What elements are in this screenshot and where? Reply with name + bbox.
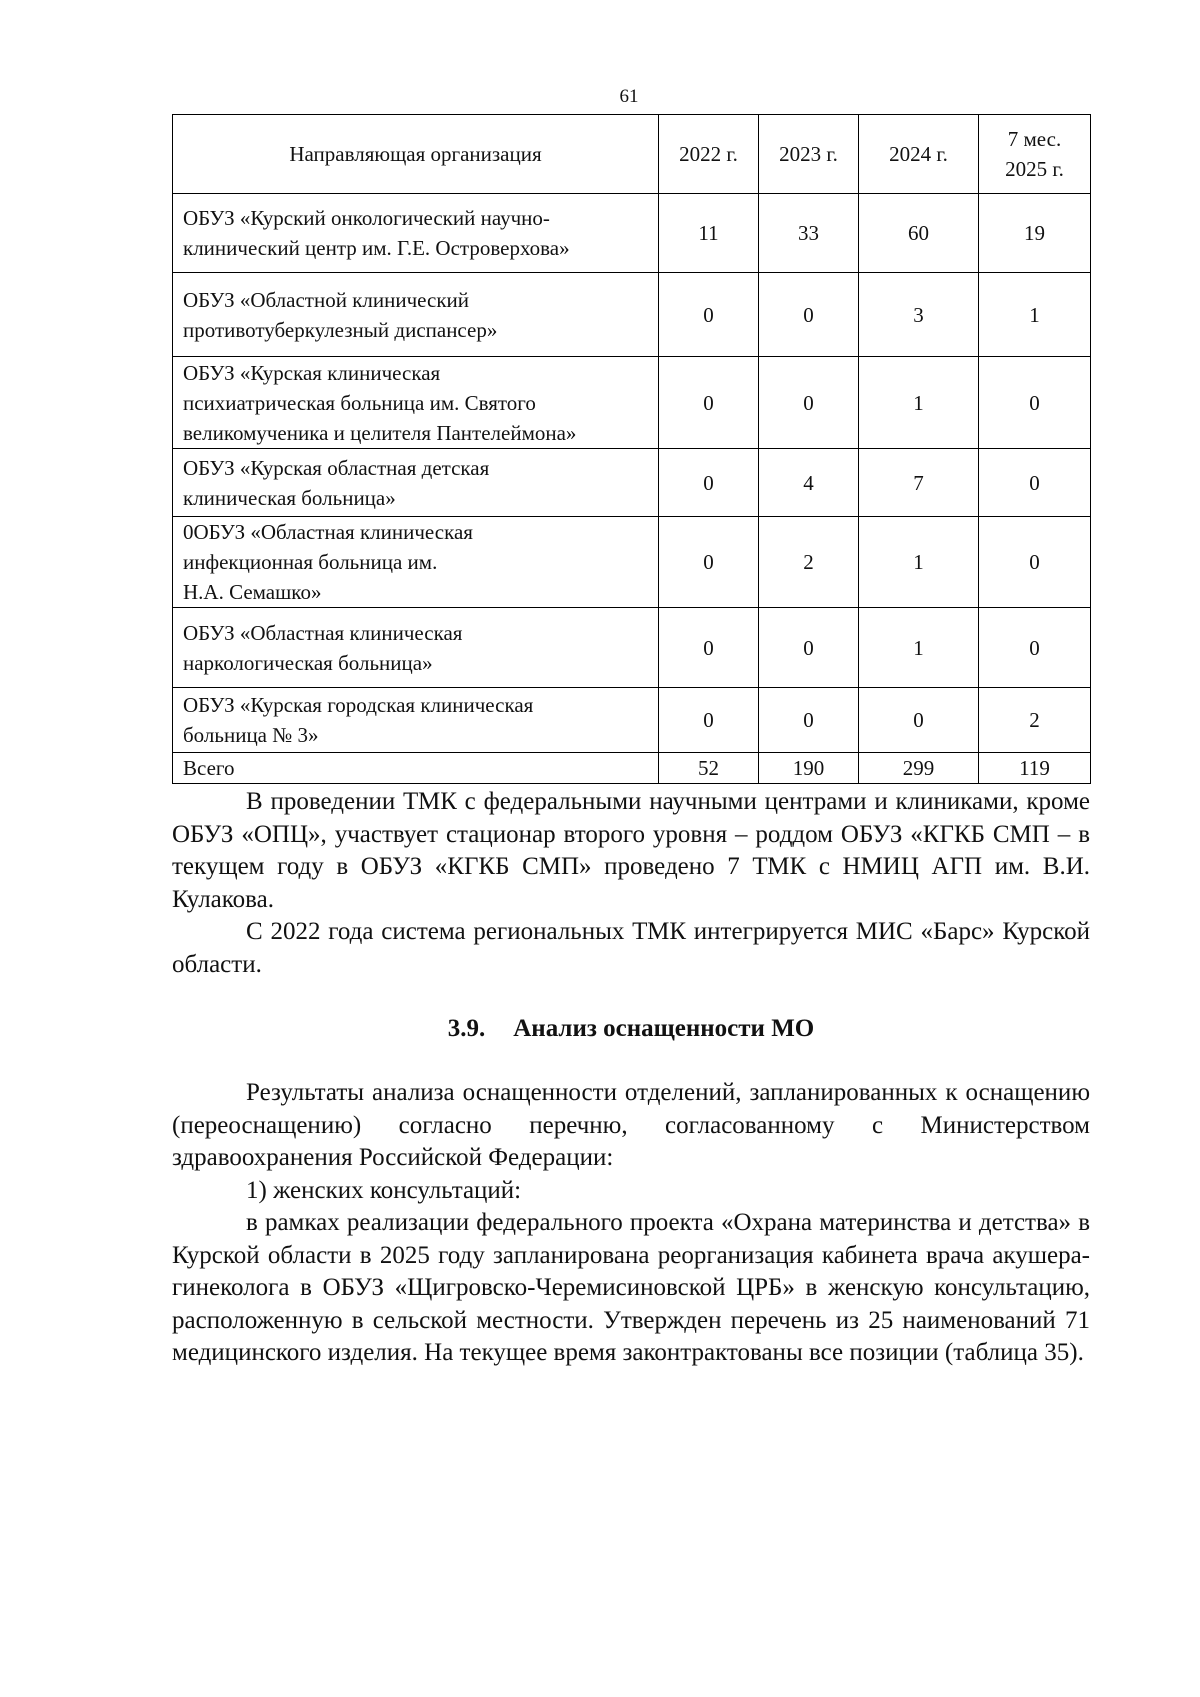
value-2024: 1 — [859, 517, 979, 608]
table-row — [173, 357, 1091, 449]
page-number: 61 — [619, 86, 639, 107]
value-2025: 0 — [979, 357, 1091, 449]
org-line: ОБУЗ «Курский онкологический научно- — [183, 206, 550, 230]
value-2022: 11 — [659, 194, 759, 273]
org-line: ОБУЗ «Областная клиническая — [183, 620, 463, 645]
value-2022: 0 — [659, 273, 759, 357]
paragraph: Результаты анализа оснащенности отделений, запланированных к оснащению (переоснащению) согласно перечню, согласованному с Министерством здравоохранения Российской Федерации: — [172, 1079, 1090, 1171]
total-2022: 52 — [659, 753, 759, 784]
paragraph: В проведении ТМК с федеральными научными центрами и клиниками, кроме ОБУЗ «ОПЦ», участвует стационар второго уровня – роддом ОБУЗ «КГКБ СМП – в текущем году в ОБУЗ «КГКБ СМП» проведено 7 ТМК с НМИЦ АГП им. В.И. Кулакова. — [172, 788, 1090, 913]
header-2025-line1: 7 мес. — [1007, 127, 1062, 151]
org-line: ОБУЗ «Курская областная детская — [183, 455, 490, 480]
referrals-table — [172, 114, 1091, 784]
value-2022: 0 — [659, 357, 759, 449]
organization-cell — [173, 273, 659, 357]
org-line: 0ОБУЗ «Областная клиническая — [183, 520, 473, 544]
org-line: инфекционная больница им. — [183, 550, 438, 574]
value-2022: 0 — [659, 608, 759, 688]
header-2022: 2022 г. — [659, 115, 759, 194]
header-2024: 2024 г. — [859, 115, 979, 194]
total-row — [173, 753, 1091, 784]
table-row — [173, 517, 1091, 608]
table-row — [173, 273, 1091, 357]
org-line: психиатрическая больница им. Святого — [183, 390, 536, 415]
header-organization: Направляющая организация — [173, 115, 659, 194]
org-line: больница № 3» — [183, 723, 319, 747]
value-2024: 1 — [859, 608, 979, 688]
org-line: противотуберкулезный диспансер» — [183, 317, 498, 342]
org-line: наркологическая больница» — [183, 650, 433, 675]
value-2024: 7 — [859, 449, 979, 517]
value-2023: 0 — [759, 273, 859, 357]
table-header-row — [173, 115, 1091, 194]
table-row — [173, 449, 1091, 517]
organization-cell — [173, 449, 659, 517]
section-number: 3.9. — [447, 1015, 486, 1042]
value-2023: 0 — [759, 688, 859, 753]
value-2023: 4 — [759, 449, 859, 517]
org-line: клиническая больница» — [183, 485, 396, 510]
organization-cell — [173, 688, 659, 753]
organization-cell — [173, 357, 659, 449]
value-2025: 0 — [979, 517, 1091, 608]
value-2025: 19 — [979, 194, 1091, 273]
organization-cell — [173, 517, 659, 608]
total-2025: 119 — [979, 753, 1091, 784]
value-2024: 0 — [859, 688, 979, 753]
total-2023: 190 — [759, 753, 859, 784]
value-2025: 2 — [979, 688, 1091, 753]
telemedicine-text — [172, 786, 1090, 981]
value-2025: 0 — [979, 449, 1091, 517]
header-2025 — [979, 115, 1091, 194]
paragraph: 1) женских консультаций: — [246, 1176, 522, 1204]
value-2025: 0 — [979, 608, 1091, 688]
value-2022: 0 — [659, 517, 759, 608]
org-line: великомученика и целителя Пантелеймона» — [183, 420, 577, 445]
value-2024: 3 — [859, 273, 979, 357]
section-title: Анализ оснащенности МО — [513, 1015, 815, 1042]
total-label: Всего — [173, 753, 659, 784]
header-2023: 2023 г. — [759, 115, 859, 194]
value-2024: 1 — [859, 357, 979, 449]
table-row — [173, 194, 1091, 273]
value-2025: 1 — [979, 273, 1091, 357]
org-line: ОБУЗ «Курская клиническая — [183, 360, 441, 385]
table-row — [173, 608, 1091, 688]
value-2023: 0 — [759, 608, 859, 688]
paragraph: С 2022 года система региональных ТМК интегрируется МИС «Барс» Курской области. — [172, 918, 1090, 978]
org-line: клинический центр им. Г.Е. Островерхова» — [183, 236, 570, 260]
organization-cell — [173, 194, 659, 273]
org-line: ОБУЗ «Курская городская клиническая — [183, 693, 534, 717]
value-2023: 0 — [759, 357, 859, 449]
value-2022: 0 — [659, 449, 759, 517]
org-line: ОБУЗ «Областной клинический — [183, 287, 470, 312]
total-2024: 299 — [859, 753, 979, 784]
header-2025-line2: 2025 г. — [1005, 157, 1064, 181]
value-2022: 0 — [659, 688, 759, 753]
org-line: Н.А. Семашко» — [183, 580, 322, 604]
organization-cell — [173, 608, 659, 688]
value-2024: 60 — [859, 194, 979, 273]
equipment-text — [172, 1077, 1090, 1370]
paragraph: в рамках реализации федерального проекта «Охрана материнства и детства» в Курской области в 2025 году запланирована реорганизация кабинета врача акушера-гинеколога в ОБУЗ «Щигровско-Черемисиновской ЦРБ» в женскую консультацию, расположенную в сельской местности. Утвержден перечень из 25 наименований 71 медицинского изделия. На текущее время законтрактованы все позиции (таблица 35). — [172, 1209, 1090, 1366]
value-2023: 2 — [759, 517, 859, 608]
section-heading — [172, 1013, 1090, 1045]
value-2023: 33 — [759, 194, 859, 273]
table-row — [173, 688, 1091, 753]
